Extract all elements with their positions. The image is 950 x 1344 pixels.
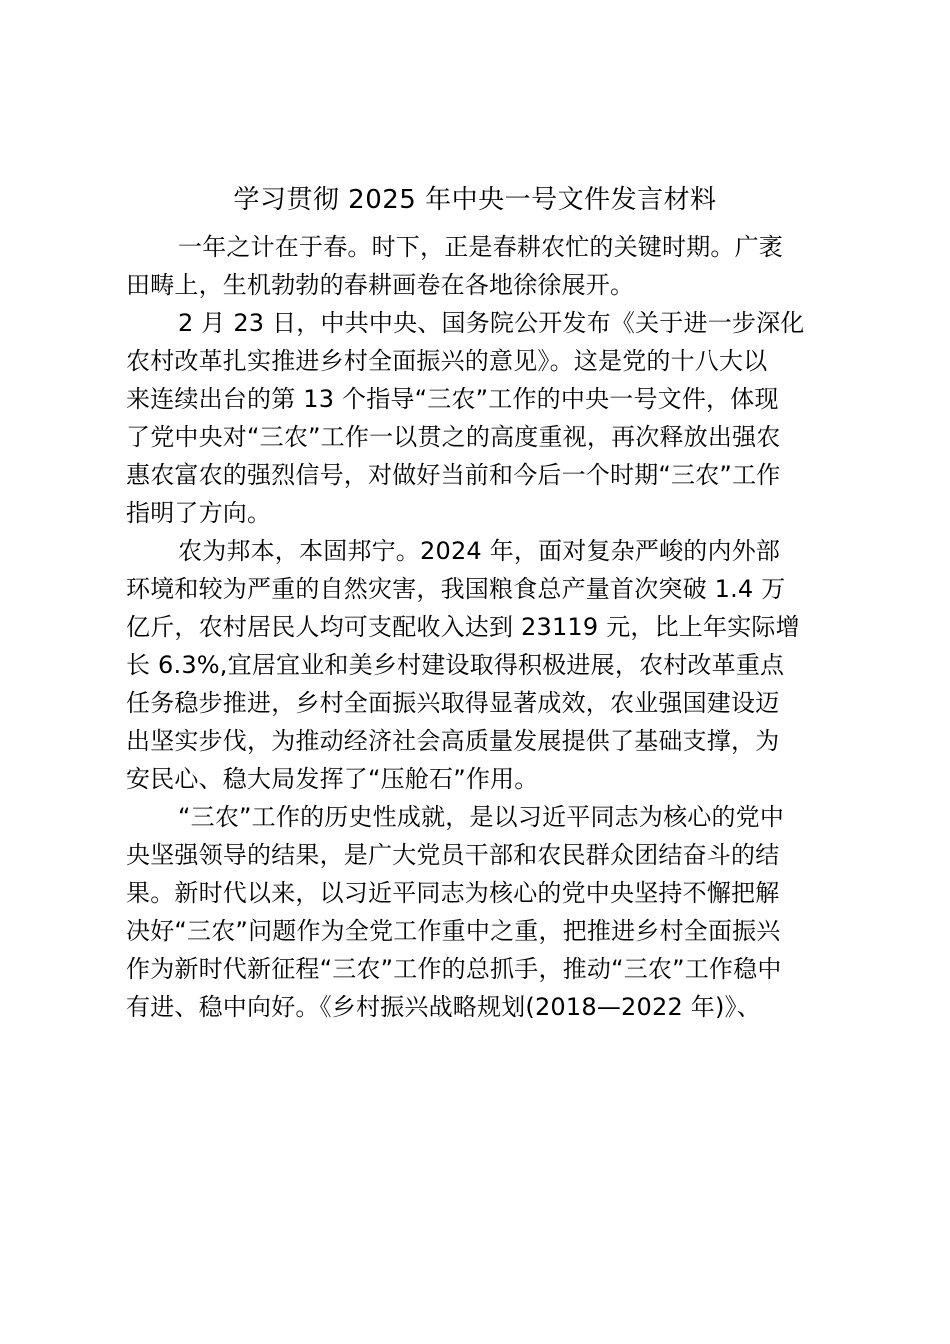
- paragraph-3: [126, 532, 830, 798]
- text-line: 出坚实步伐，为推动经济社会高质量发展提供了基础支撑，为: [126, 727, 780, 755]
- document-body: [126, 228, 830, 1026]
- text-line: 有进、稳中向好。《乡村振兴战略规划(2018—2022 年)》、: [126, 993, 761, 1021]
- text-line: 安民心、稳大局发挥了“压舱石”作用。: [126, 765, 539, 793]
- text-line: 惠农富农的强烈信号，对做好当前和今后一个时期“三农”工作: [126, 461, 781, 489]
- text-line: 任务稳步推进，乡村全面振兴取得显著成效，农业强国建设迈: [126, 689, 780, 717]
- text-line: “三农”工作的历史性成就，是以习近平同志为核心的党中: [178, 803, 785, 831]
- text-line: 果。新时代以来，以习近平同志为核心的党中央坚持不懈把解: [126, 879, 780, 907]
- text-line: 来连续出台的第 13 个指导“三农”工作的中央一号文件，体现: [126, 385, 779, 413]
- text-line: 亿斤，农村居民人均可支配收入达到 23119 元，比上年实际增: [126, 613, 800, 641]
- text-line: 2 月 23 日，中共中央、国务院公开发布《关于进一步深化: [178, 309, 805, 337]
- text-line: 指明了方向。: [126, 499, 272, 527]
- text-line: 农村改革扎实推进乡村全面振兴的意见》。这是党的十八大以: [126, 347, 768, 375]
- text-line: 田畴上，生机勃勃的春耕画卷在各地徐徐展开。: [126, 271, 635, 299]
- text-line: 决好“三农”问题作为全党工作重中之重，把推进乡村全面振兴: [126, 917, 781, 945]
- paragraph-1: [126, 228, 830, 304]
- text-line: 作为新时代新征程“三农”工作的总抓手，推动“三农”工作稳中: [126, 955, 782, 983]
- text-line: 了党中央对“三农”工作一以贯之的高度重视，再次释放出强农: [126, 423, 781, 451]
- text-line: 环境和较为严重的自然灾害，我国粮食总产量首次突破 1.4 万: [126, 575, 786, 603]
- text-line: 央坚强领导的结果，是广大党员干部和农民群众团结奋斗的结: [126, 841, 780, 869]
- text-line: 长 6.3%,宜居宜业和美乡村建设取得积极进展，农村改革重点: [126, 651, 785, 679]
- document-title: 学习贯彻 2025 年中央一号文件发言材料: [233, 185, 717, 215]
- paragraph-2: [126, 304, 830, 532]
- paragraph-4: [126, 798, 830, 1026]
- text-line: 一年之计在于春。时下，正是春耕农忙的关键时期。广袤: [178, 233, 783, 261]
- text-line: 农为邦本，本固邦宁。2024 年，面对复杂严峻的内外部: [178, 537, 781, 565]
